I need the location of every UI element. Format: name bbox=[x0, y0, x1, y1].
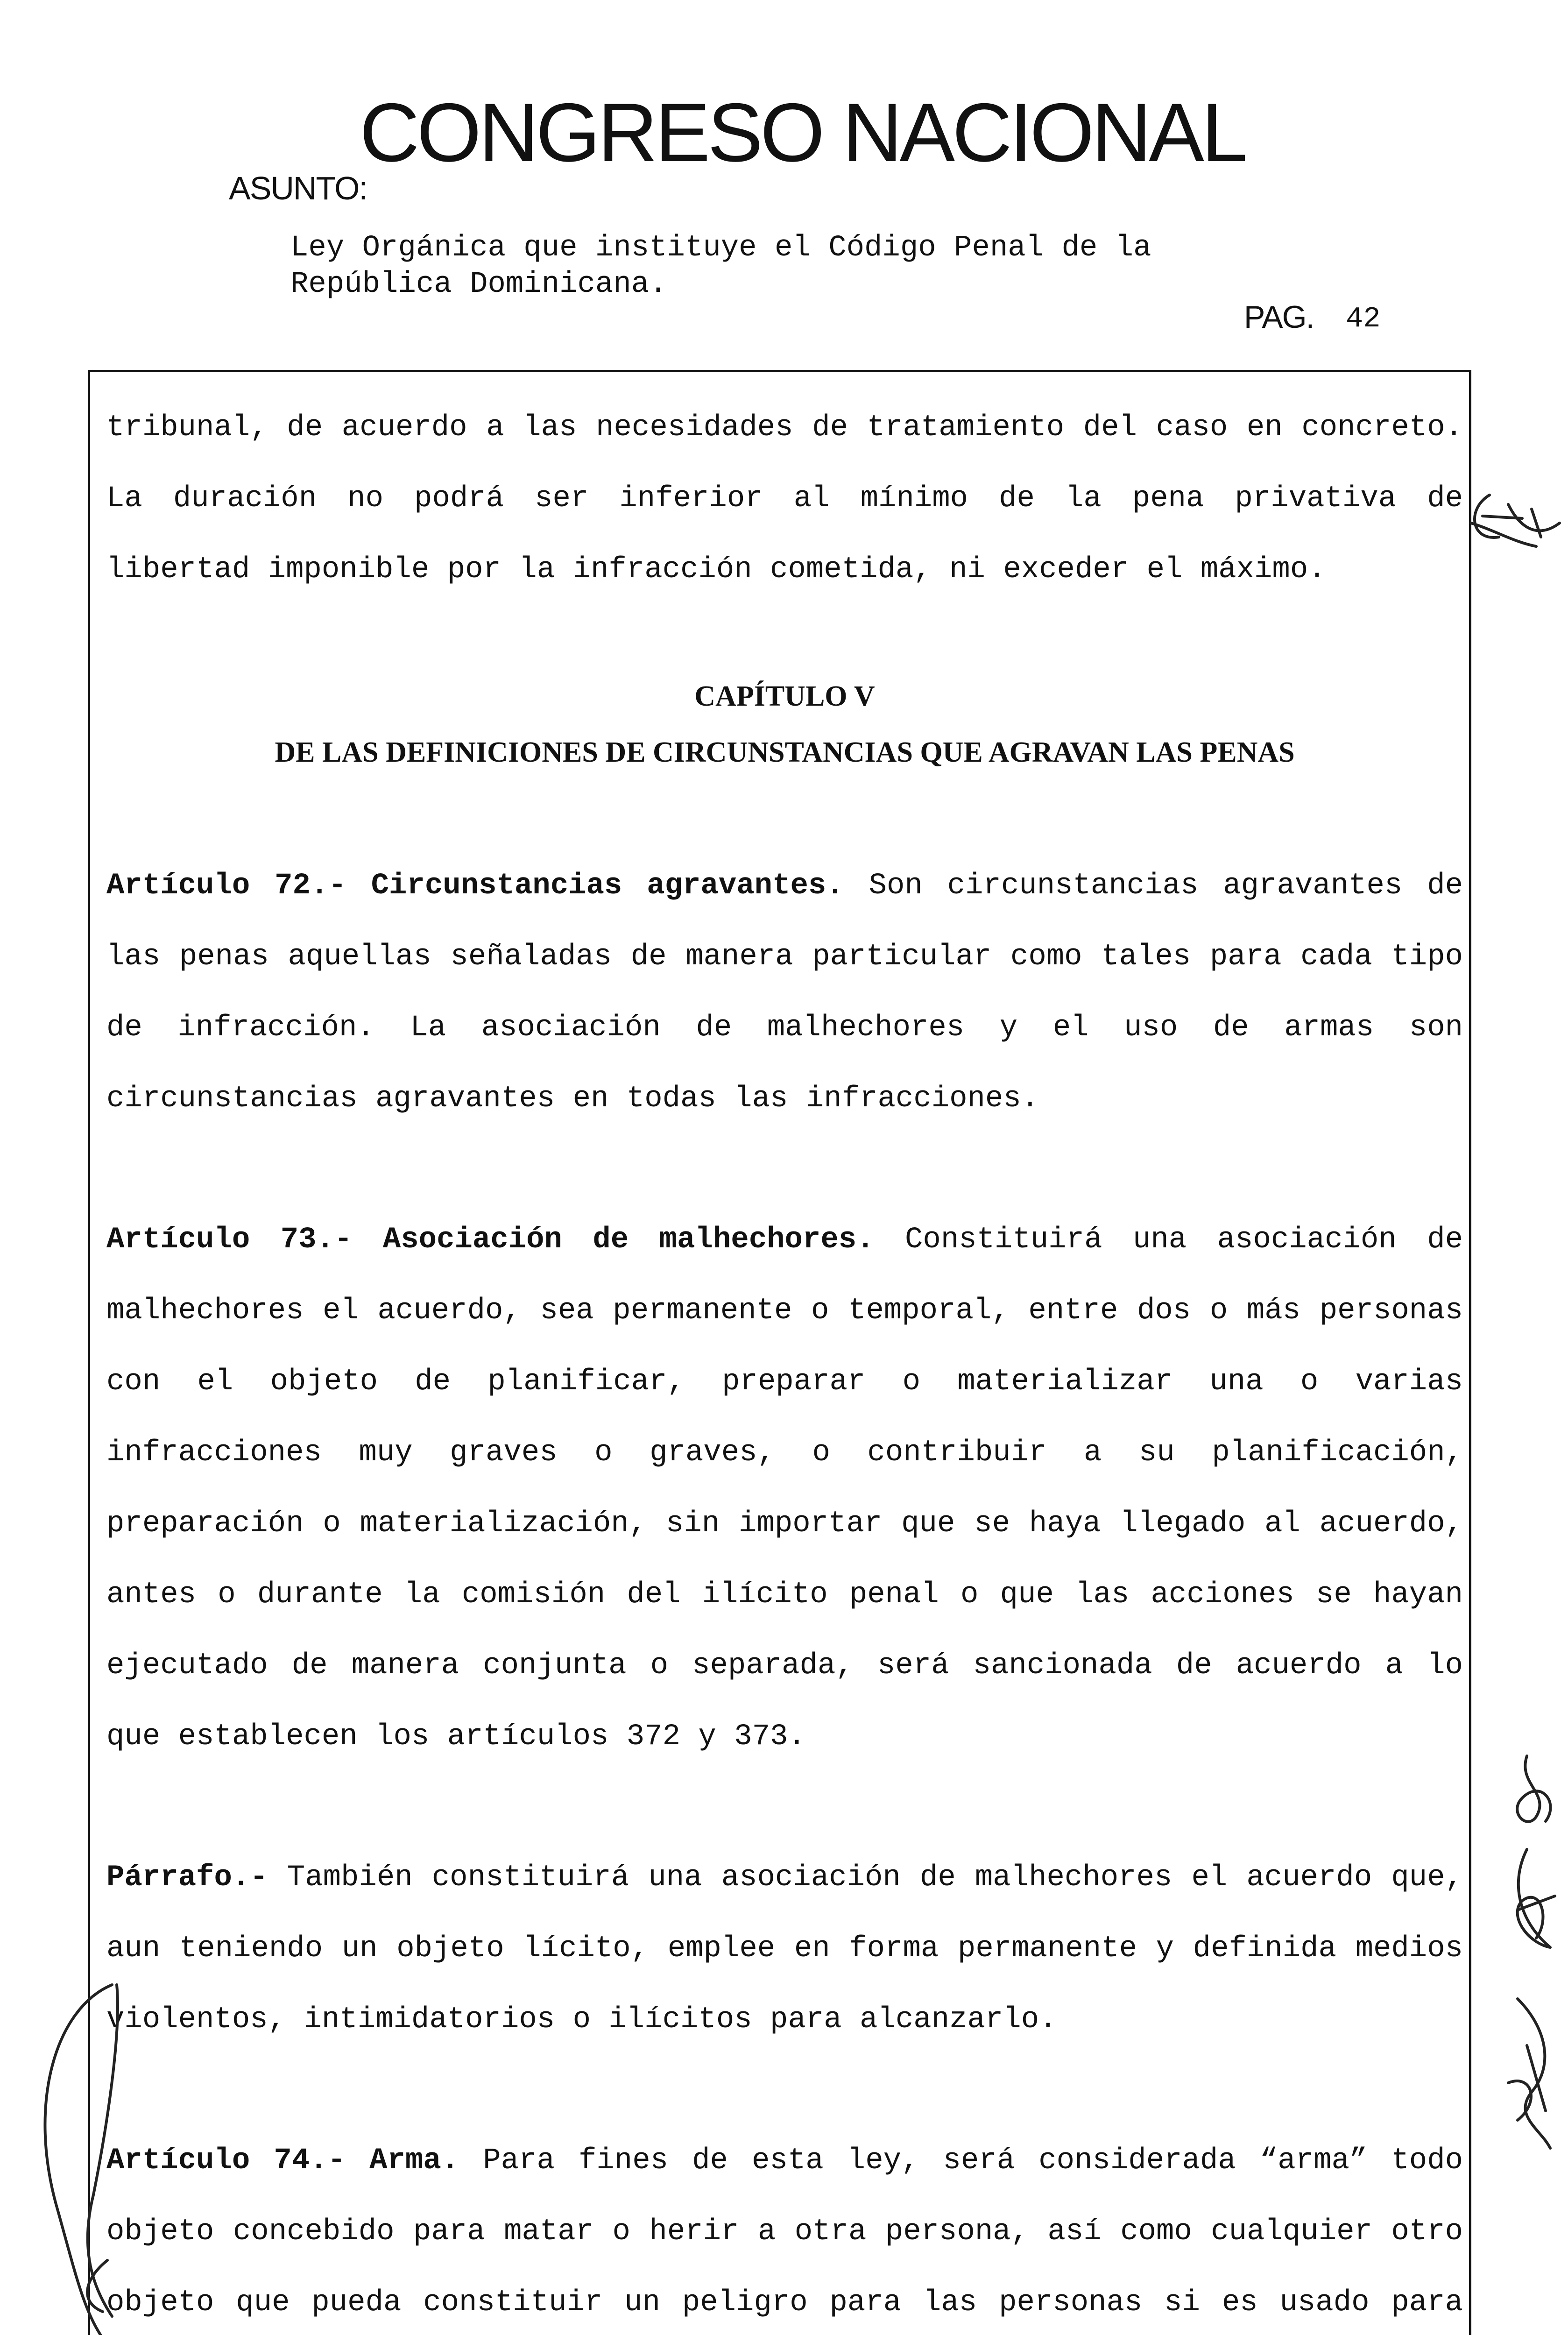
document-body bbox=[106, 392, 1463, 2335]
article-72 bbox=[106, 850, 1463, 1134]
article-72-heading: Artículo 72.- Circunstancias agravantes. bbox=[106, 869, 844, 903]
document-header bbox=[0, 0, 1568, 369]
article-73-paragraph bbox=[106, 1842, 1463, 2055]
chapter-title: DE LAS DEFINICIONES DE CIRCUNSTANCIAS QUE AGRAVAN LAS PENAS bbox=[275, 736, 1295, 768]
signature-mark-2 bbox=[1518, 1849, 1555, 1947]
page-number: 42 bbox=[1346, 302, 1381, 335]
article-74-heading: Artículo 74.- Arma. bbox=[106, 2144, 459, 2178]
signature-mark-3 bbox=[1508, 1999, 1550, 2148]
article-73 bbox=[106, 1204, 1463, 1772]
subject-line-1: Ley Orgánica que instituye el Código Penal de la bbox=[290, 231, 1151, 265]
subject-line-2: República Dominicana. bbox=[290, 268, 667, 301]
paragraph-heading: Párrafo.- bbox=[106, 1861, 268, 1895]
signature-mark-1 bbox=[1517, 1756, 1550, 1822]
subject-text bbox=[290, 230, 1318, 303]
intro-paragraph: tribunal, de acuerdo a las necesidades de tratamiento del caso en concreto. La duración no podrá ser inferior al mínimo de la pena privativa de libertad imponible por la infracción cometida, ni exceder el máximo. bbox=[106, 411, 1463, 587]
asunto-label: ASUNTO: bbox=[229, 170, 367, 206]
paragraph-text: También constituirá una asociación de malhechores el acuerdo que, aun teniendo un objeto lícito, emplee en forma permanente y definida medios violentos, intimidatorios o ilícitos para alcanzarlo. bbox=[106, 1861, 1463, 2037]
page-label: PAG. bbox=[1244, 299, 1314, 335]
article-73-heading: Artículo 73.- Asociación de malhechores. bbox=[106, 1223, 875, 1257]
article-74-text: Para fines de esta ley, será considerada “arma” todo objeto concebido para matar o herir a otra persona, así como cualquier otro objeto que pueda constituir un peligro para las personas si es usado para bbox=[106, 2144, 1463, 2320]
article-72-text: Son circunstancias agravantes de las penas aquellas señaladas de manera particular como tales para cada tipo de infracción. La asociación de malhechores y el uso de armas son circunstancias agravantes en todas las infracciones. bbox=[106, 869, 1463, 1116]
initials-mark-top bbox=[1471, 495, 1560, 546]
chapter-number: CAPÍTULO V bbox=[694, 680, 875, 712]
article-74 bbox=[106, 2125, 1463, 2335]
article-73-text: Constituirá una asociación de malhechores el acuerdo, sea permanente o temporal, entre dos o más personas con el objeto de planificar, preparar o materializar una o varias infracciones muy graves o graves, o contribuir a su planificación, preparación o materialización, sin importar que se haya llegado al acuerdo, antes o durante la comisión del ilícito penal o que las acciones se hayan ejecutado de manera conjunta o separada, será sancionada de acuerdo a lo que establecen los artículos 372 y 373. bbox=[106, 1223, 1463, 1754]
institution-title: CONGRESO NACIONAL bbox=[360, 86, 1245, 179]
